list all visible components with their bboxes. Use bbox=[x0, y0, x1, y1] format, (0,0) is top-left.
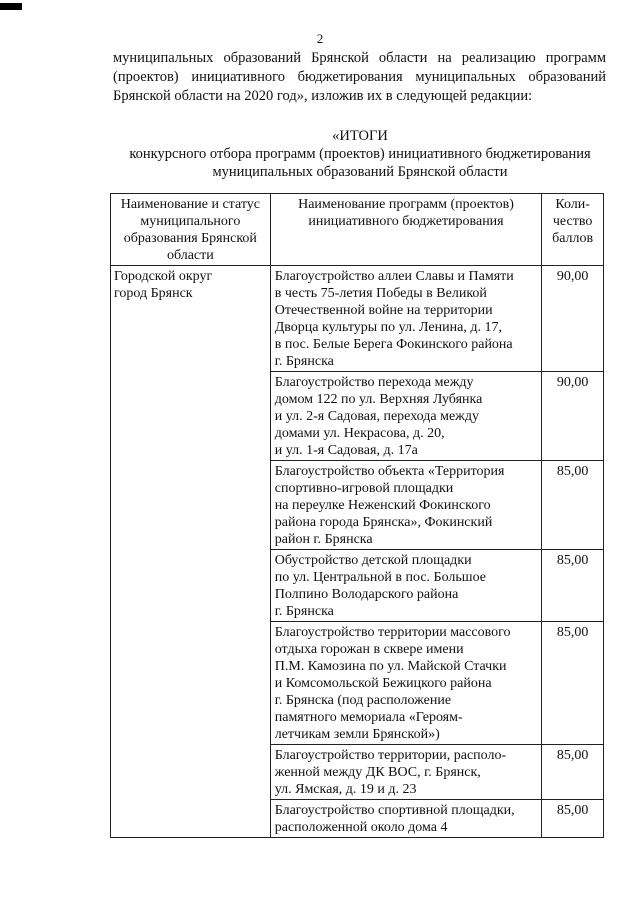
program-cell: Благоустройство спортивной площадки, расположенной около дома 4 bbox=[270, 800, 542, 838]
score-cell: 85,00 bbox=[542, 550, 604, 622]
intro-paragraph bbox=[113, 49, 606, 106]
program-cell: Благоустройство территории массового отдыха горожан в сквере имени П.М. Камозина по ул. Майской Стачки и Комсомольской Бежицкого района г. Брянска (под расположение памятного мемориала «Героям- летчикам земли Брянской») bbox=[270, 622, 542, 745]
results-table bbox=[110, 193, 604, 838]
page-number: 2 bbox=[316, 31, 324, 46]
intro-line: (проектов) инициативного бюджетирования муниципальных образований bbox=[113, 69, 606, 85]
header-score: Коли- чество баллов bbox=[542, 194, 604, 266]
table-header-row bbox=[111, 194, 604, 266]
intro-line: Брянской области на 2020 год», изложив их в следующей редакции: bbox=[113, 88, 533, 104]
heading-title: «ИТОГИ bbox=[332, 128, 388, 144]
header-municipality: Наименование и статус муниципального образования Брянской области bbox=[111, 194, 271, 266]
program-cell: Благоустройство перехода между домом 122 по ул. Верхняя Лубянка и ул. 2-я Садовая, перехода между домами ул. Некрасова, д. 20, и ул. 1-я Садовая, д. 17а bbox=[270, 372, 542, 461]
score-cell: 90,00 bbox=[542, 372, 604, 461]
score-cell: 85,00 bbox=[542, 745, 604, 800]
score-cell: 85,00 bbox=[542, 622, 604, 745]
header-program: Наименование программ (проектов) инициативного бюджетирования bbox=[270, 194, 542, 266]
score-cell: 85,00 bbox=[542, 800, 604, 838]
intro-line: муниципальных образований Брянской области на реализацию программ bbox=[113, 50, 606, 66]
heading-subtitle-line: муниципальных образований Брянской области bbox=[212, 164, 508, 180]
corner-mark bbox=[0, 3, 22, 10]
heading-subtitle-line: конкурсного отбора программ (проектов) инициативного бюджетирования bbox=[129, 146, 591, 162]
program-cell: Благоустройство аллеи Славы и Памяти в честь 75-летия Победы в Великой Отечественной войне на территории Дворца культуры по ул. Ленина, д. 17, в пос. Белые Берега Фокинского района г. Брянска bbox=[270, 266, 542, 372]
program-cell: Обустройство детской площадки по ул. Центральной в пос. Большое Полпино Володарского района г. Брянска bbox=[270, 550, 542, 622]
score-cell: 90,00 bbox=[542, 266, 604, 372]
score-cell: 85,00 bbox=[542, 461, 604, 550]
document-heading bbox=[100, 127, 620, 181]
program-cell: Благоустройство объекта «Территория спортивно-игровой площадки на переулке Неженский Фокинского района города Брянска», Фокинский район г. Брянска bbox=[270, 461, 542, 550]
municipality-cell: Городской округ город Брянск bbox=[111, 266, 271, 838]
table-row bbox=[111, 266, 604, 372]
program-cell: Благоустройство территории, располо- женной между ДК ВОС, г. Брянск, ул. Ямская, д. 19 и д. 23 bbox=[270, 745, 542, 800]
